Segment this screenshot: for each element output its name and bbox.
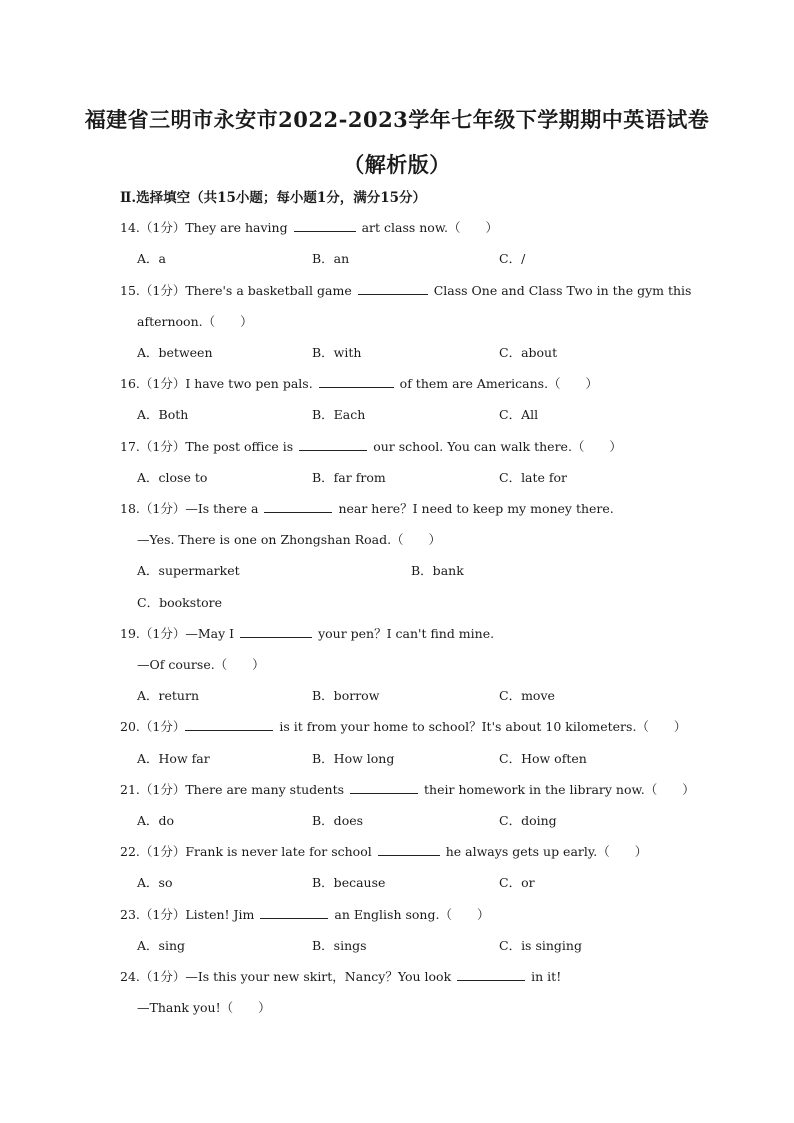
question-stem: 16.（1分）I have two pen pals. of them are Americans.（ ）	[120, 376, 599, 391]
option-a: A．return	[137, 688, 199, 703]
option-b: B．does	[312, 813, 364, 828]
question-stem: 23.（1分）Listen! Jim an English song.（ ）	[120, 907, 490, 922]
option-c: C．move	[499, 688, 555, 703]
option-a: A．close to	[137, 470, 208, 485]
option-a: A．so	[137, 875, 173, 890]
question-stem: 21.（1分）There are many students their homework in the library now.（ ）	[120, 782, 695, 797]
option-b: B．Each	[312, 407, 366, 422]
answer-blank	[185, 719, 273, 731]
option-a: A．between	[137, 345, 213, 360]
question-stem-continued: —Thank you!（ ）	[137, 1000, 271, 1015]
option-c: C．/	[499, 251, 526, 266]
question-stem: 18.（1分）—Is there a near here？I need to keep my money there.	[120, 501, 614, 516]
question-stem: 15.（1分）There's a basketball game Class One and Class Two in the gym this	[120, 283, 692, 298]
answer-blank	[260, 907, 328, 919]
option-a: A．How far	[137, 751, 210, 766]
answer-blank	[299, 439, 367, 451]
option-c: C．is singing	[499, 938, 582, 953]
option-a: A．a	[137, 251, 166, 266]
option-b: B．far from	[312, 470, 386, 485]
option-b: B．sings	[312, 938, 367, 953]
option-b: B．bank	[411, 563, 464, 578]
answer-blank	[378, 844, 440, 856]
option-b: B．How long	[312, 751, 395, 766]
question-stem: 24.（1分）—Is this your new skirt，Nancy？You look in it!	[120, 969, 562, 984]
option-c: C．How often	[499, 751, 587, 766]
option-b: B．because	[312, 875, 386, 890]
question-stem-continued: afternoon.（ ）	[137, 314, 253, 329]
section-heading: Ⅱ.选择填空（共15小题；每小题1分，满分15分）	[120, 190, 427, 206]
answer-blank	[457, 969, 525, 981]
answer-blank	[264, 501, 332, 513]
option-c: C．late for	[499, 470, 568, 485]
option-a: A．supermarket	[137, 563, 240, 578]
question-stem: 14.（1分）They are having art class now.（ ）	[120, 220, 499, 235]
option-b: B．borrow	[312, 688, 380, 703]
question-stem: 19.（1分）—May I your pen？I can't find mine.	[120, 626, 495, 641]
answer-blank	[350, 782, 418, 794]
question-stem: 22.（1分）Frank is never late for school he always gets up early.（ ）	[120, 844, 648, 859]
question-stem-continued: —Of course.（ ）	[137, 657, 265, 672]
option-c: C．bookstore	[137, 595, 223, 610]
option-a: A．Both	[137, 407, 189, 422]
question-stem-continued: —Yes. There is one on Zhongshan Road.（ ）	[137, 532, 442, 547]
option-c: C．All	[499, 407, 539, 422]
option-c: C．about	[499, 345, 558, 360]
answer-blank	[240, 626, 312, 638]
question-stem: 20.（1分） is it from your home to school？It's about 10 kilometers.（ ）	[120, 719, 687, 734]
option-a: A．sing	[137, 938, 185, 953]
option-b: B．an	[312, 251, 350, 266]
option-a: A．do	[137, 813, 175, 828]
document-title: 福建省三明市永安市2022-2023学年七年级下学期期中英语试卷	[84, 107, 710, 132]
option-c: C．doing	[499, 813, 557, 828]
answer-blank	[319, 376, 394, 388]
question-stem: 17.（1分）The post office is our school. You can walk there.（ ）	[120, 439, 622, 454]
answer-blank	[358, 283, 428, 295]
document-subtitle: （解析版）	[343, 152, 451, 177]
answer-blank	[294, 220, 356, 232]
option-c: C．or	[499, 875, 535, 890]
option-b: B．with	[312, 345, 362, 360]
